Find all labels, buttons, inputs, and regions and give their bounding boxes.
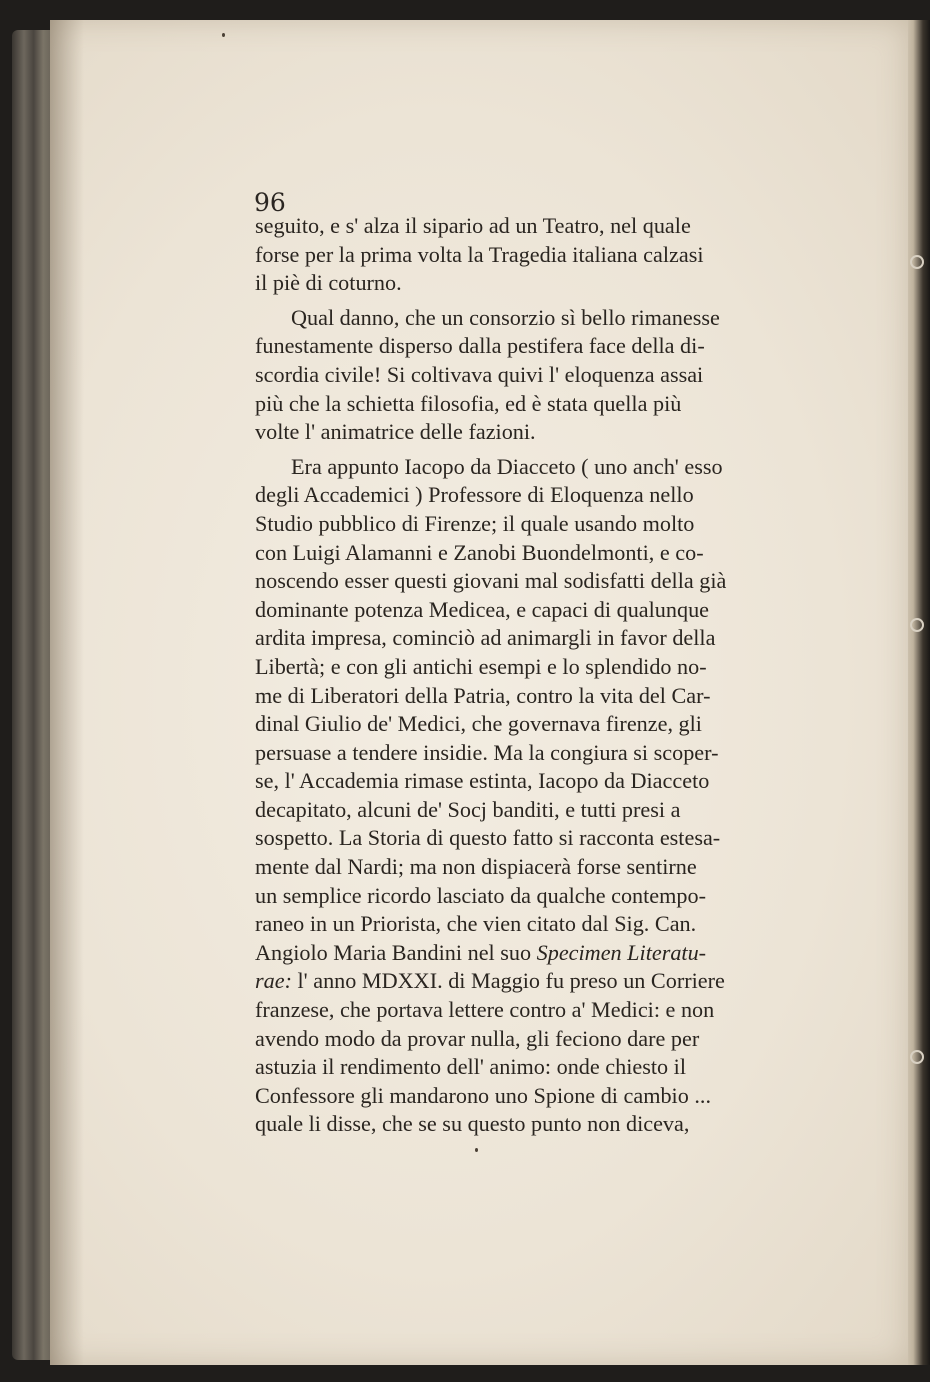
- text-line: persuase a tendere insidie. Ma la congiura si scoper-: [255, 739, 719, 765]
- text-line: Confessore gli mandarono uno Spione di cambio ...: [255, 1082, 712, 1108]
- paragraph: [255, 453, 785, 1139]
- text-line: Qual danno, che un consorzio sì bello rimanesse: [291, 304, 720, 330]
- paragraph: [255, 304, 785, 447]
- text-line: seguito, e s' alza il sipario ad un Teatro, nel quale: [255, 213, 691, 238]
- text-line: Era appunto Iacopo da Diacceto ( uno anch' esso: [291, 453, 723, 479]
- binding-thread-icon: [910, 1050, 924, 1064]
- text-line: franzese, che portava lettere contro a' Medici: e non: [255, 997, 715, 1023]
- text-line: Studio pubblico di Firenze; il quale usando molto: [255, 510, 695, 536]
- text-line: ardita impresa, cominciò ad animargli in favor della: [255, 625, 716, 651]
- text-line: mente dal Nardi; ma non dispiacerà forse sentirne: [255, 854, 697, 880]
- citation-prefix: Angiolo Maria Bandini nel suo: [255, 939, 532, 965]
- text-line: il piè di coturno.: [255, 270, 402, 296]
- book-title-end: rae:: [255, 968, 292, 994]
- text-line: raneo in un Priorista, che vien citato dal Sig. Can.: [255, 911, 697, 937]
- text-line: funestamente disperso dalla pestifera face della di-: [255, 333, 705, 359]
- text-line: forse per la prima volta la Tragedia italiana calzasi: [255, 241, 704, 267]
- page-number: 96: [254, 188, 286, 217]
- text-line: [255, 939, 785, 968]
- binding-thread-icon: [910, 255, 924, 269]
- date-suffix: di Maggio fu preso un Corriere: [448, 968, 725, 994]
- text-line: avendo modo da provar nulla, gli feciono dare per: [255, 1025, 700, 1051]
- book-title: Specimen Literatu-: [536, 939, 707, 965]
- text-line: decapitato, alcuni de' Socj banditi, e tutti presi a: [255, 796, 681, 822]
- text-line: quale li disse, che se su questo punto non diceva,: [255, 1111, 690, 1137]
- text-line: più che la schietta filosofia, ed è stata quella più: [255, 390, 682, 416]
- text-line: un semplice ricordo lasciato da qualche contempo-: [255, 882, 706, 908]
- text-line: dinal Giulio de' Medici, che governava firenze, gli: [255, 711, 702, 737]
- text-line: noscendo esser questi giovani mal sodisfatti della già: [255, 568, 727, 594]
- gutter-shadow: [50, 20, 84, 1365]
- text-line: me di Liberatori della Patria, contro la vita del Car-: [255, 682, 711, 708]
- ink-speck: [475, 1148, 478, 1152]
- ink-speck: [222, 33, 225, 37]
- text-line: [255, 967, 785, 996]
- text-line: Libertà; e con gli antichi esempi e lo splendido no-: [255, 653, 707, 679]
- roman-year: MDXXI.: [361, 968, 443, 994]
- text-line: dominante potenza Medicea, e capaci di qualunque: [255, 596, 710, 622]
- text-line: con Luigi Alamanni e Zanobi Buondelmonti, e co-: [255, 539, 704, 565]
- text-line: astuzia il rendimento dell' animo: onde chiesto il: [255, 1054, 686, 1080]
- date-prefix: l' anno: [297, 968, 357, 994]
- binding-thread-icon: [910, 618, 924, 632]
- text-line: se, l' Accademia rimase estinta, Iacopo da Diacceto: [255, 768, 710, 794]
- text-line: scordia civile! Si coltivava quivi l' eloquenza assai: [255, 361, 704, 387]
- body-text: [255, 212, 785, 1145]
- paragraph: [255, 212, 785, 298]
- text-line: degli Accademici ) Professore di Eloquenza nello: [255, 482, 694, 508]
- text-line: sospetto. La Storia di questo fatto si racconta estesa-: [255, 825, 721, 851]
- text-line: volte l' animatrice delle fazioni.: [255, 419, 536, 445]
